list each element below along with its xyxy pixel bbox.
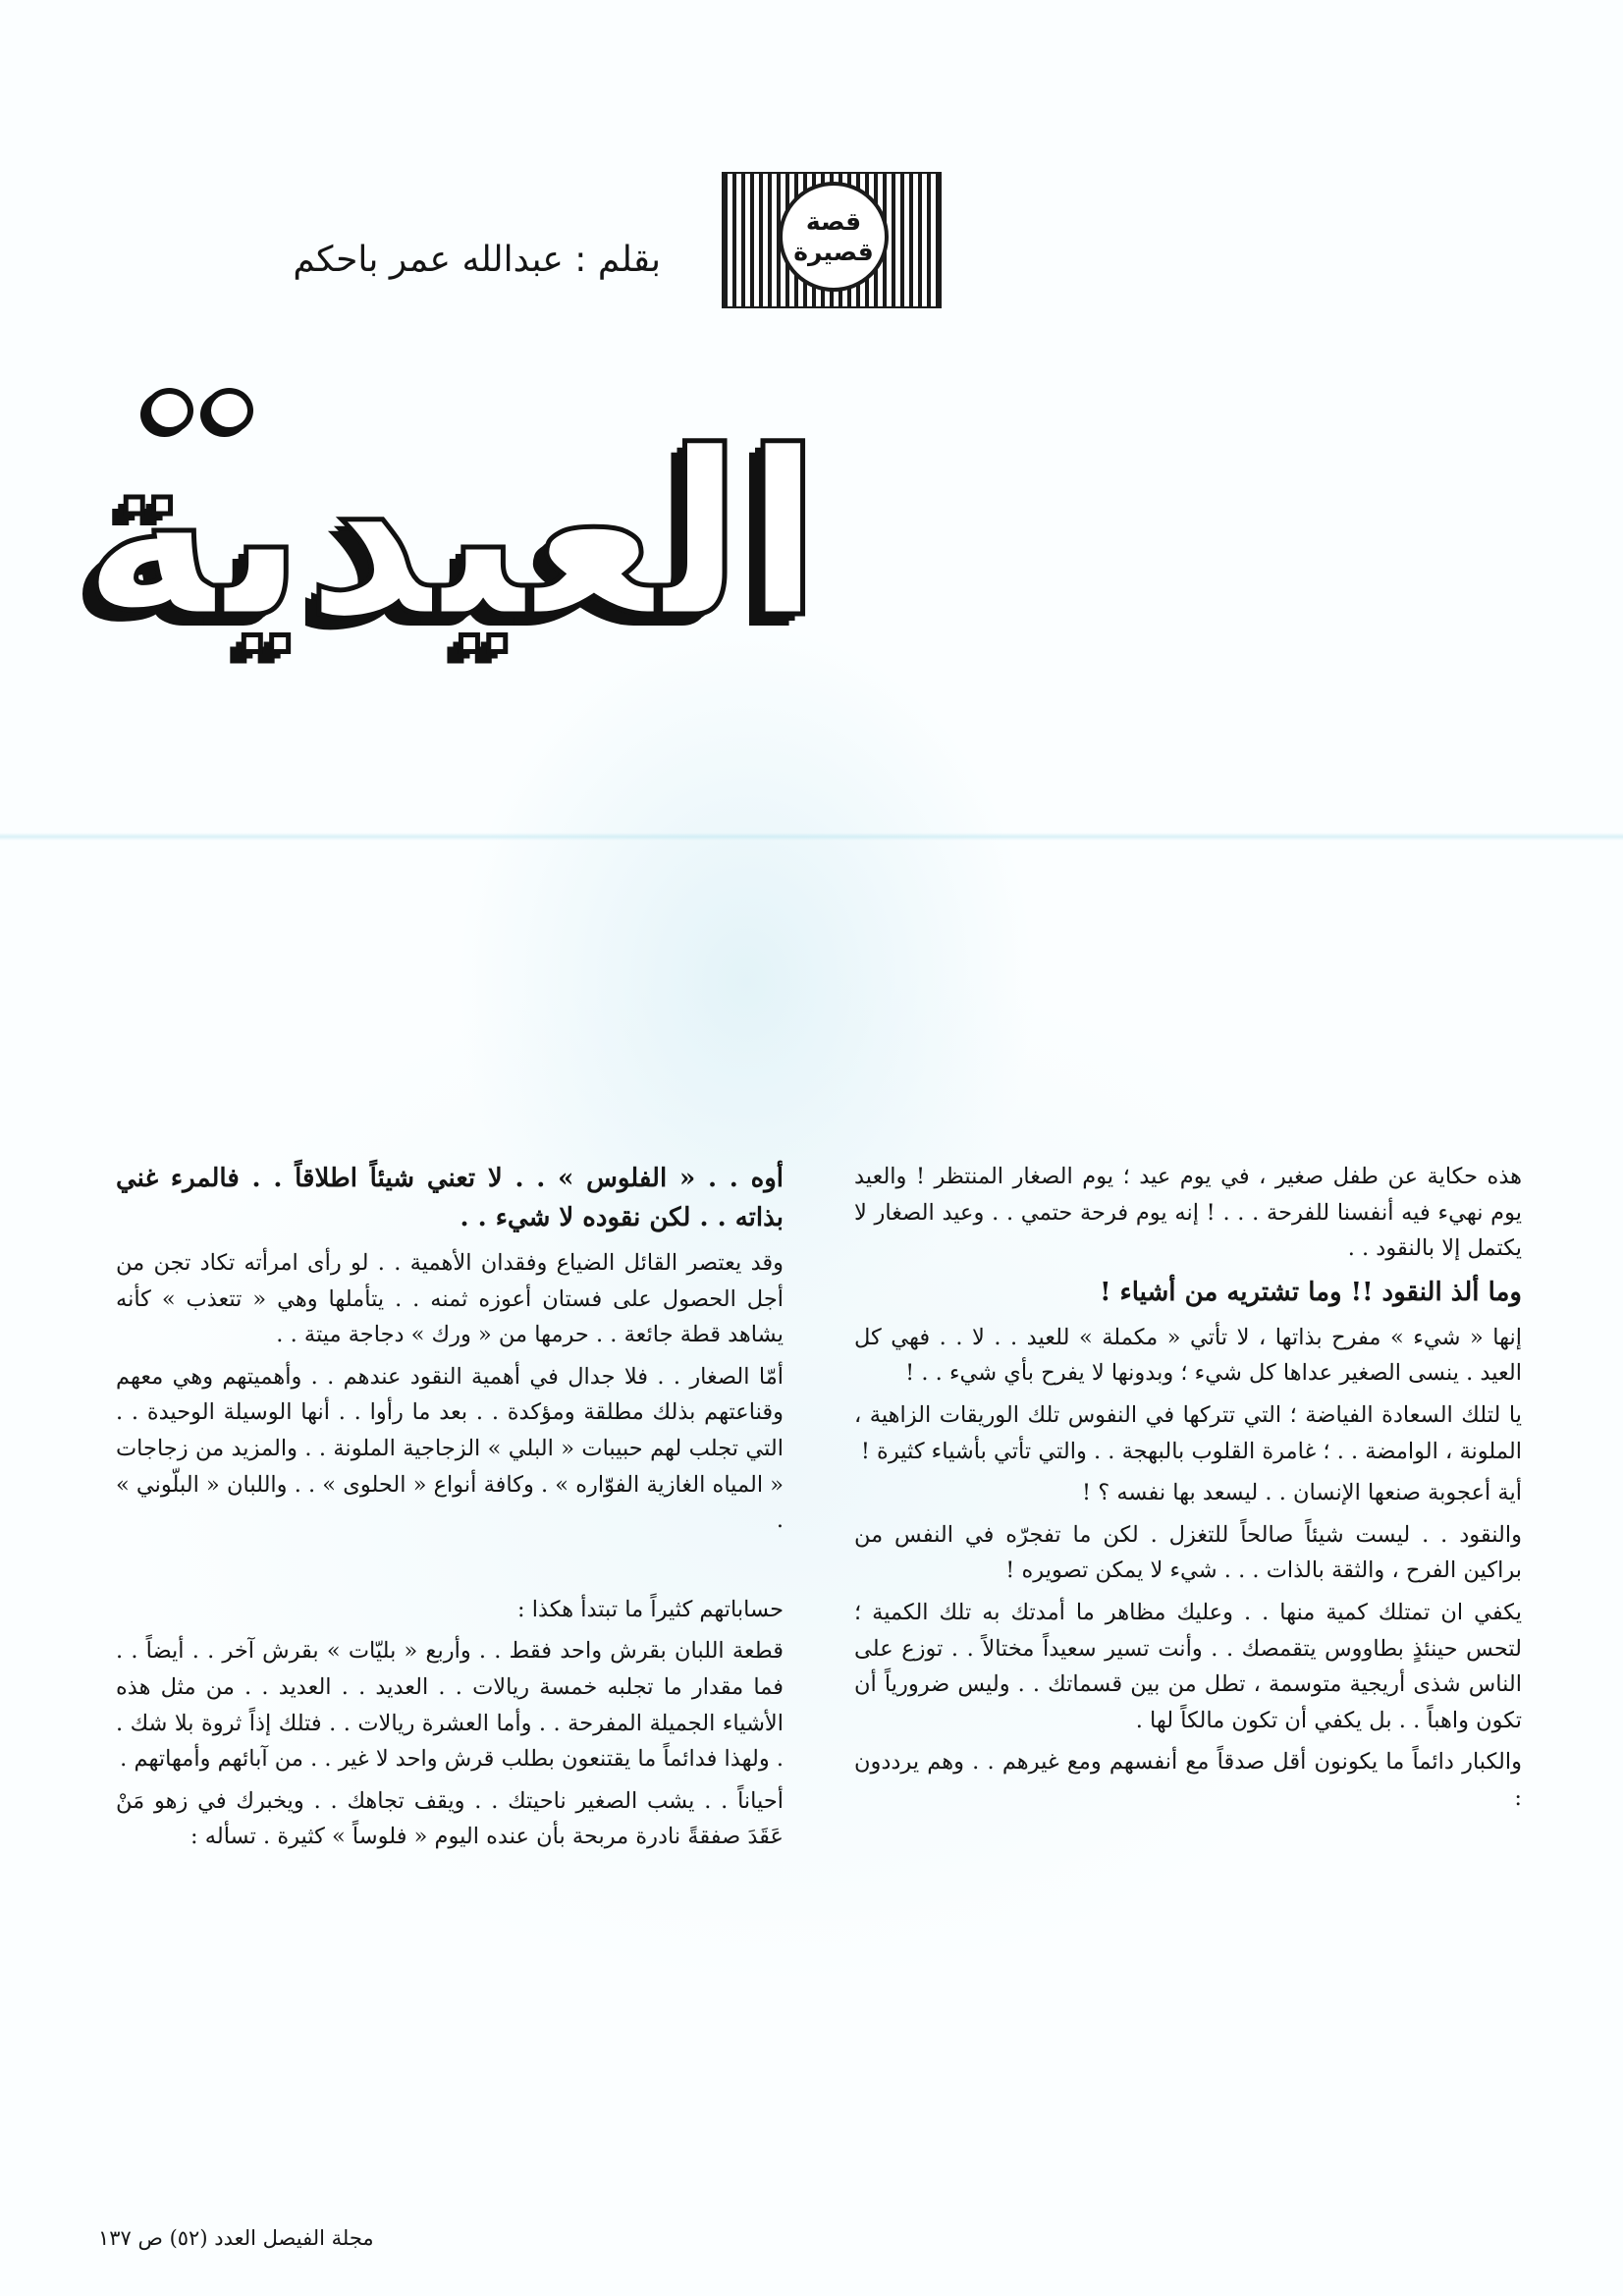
paragraph: وقد يعتصر القائل الضياع وفقدان الأهمية . . لو رأى امرأته تكاد تجن من أجل الحصول على فستان أعوزه ثمنه . . يتأملها وهي « تتعذب » كأنه يشاهد قطة جائعة . . حرمها من « ورك » دجاجة ميتة . . bbox=[116, 1250, 784, 1348]
subheading: أوه . . « الفلوس » . . لا تعني شيئاً اطلاقاً . . فالمرء غني بذاته . . لكن نقوده لا شيء . . bbox=[116, 1164, 784, 1232]
story-badge bbox=[722, 172, 942, 308]
left-column bbox=[116, 1159, 784, 1861]
paragraph: أية أعجوبة صنعها الإنسان . . ليسعد بها نفسه ؟ ! bbox=[1082, 1480, 1522, 1506]
paragraph: أحياناً . . يشب الصغير ناحيتك . . ويقف تجاهك . . ويخبرك في زهو مَنْ عَقَدَ صفقةً نادرة مربحة بأن عنده اليوم « فلوساً » كثيرة . تسأله : bbox=[116, 1787, 784, 1850]
paragraph: أمّا الصغار . . فلا جدال في أهمية النقود عندهم . . وأهميتهم وهي معهم وقناعتهم بذلك مطلقة ومؤكدة . . بعد ما رأوا . . أنها الوسيلة الوحيدة . . التي تجلب لهم حبيبات « البلي » الزجاجية الملونة . . والمزيد من زجاجات « المياه الغازية الفوّاره » . وكافة أنواع « الحلوى » . . واللبان « البلّوني » . bbox=[115, 1363, 784, 1534]
paragraph: قطعة اللبان بقرش واحد فقط . . وأربع « بليّات » بقرش آخر . . أيضاً . . فما مقدار ما تجلبه خمسة ريالات . . العديد . . العديد . . من مثل هذه الأشياء الجميلة المفرحة . . وأما العشرة ريالات . . فتلك إذاً ثروة بلا شك . . ولهذا فدائماً ما يقتنعون بطلب قرش واحد لا غير . . من آبائهم وأمهاتهم . bbox=[116, 1638, 784, 1773]
author-byline: بقلم : عبدالله عمر باحكم bbox=[293, 240, 661, 280]
paragraph: حساباتهم كثيراً ما تبتدأ هكذا : bbox=[516, 1596, 784, 1622]
paragraph: إنها « شيء » مفرح بذاتها ، لا تأتي « مكملة » للعيد . . لا . . فهي كل العيد . ينسى الصغير عداها كل شيء ؛ وبدونها لا يفرح بأي شيء . . ! bbox=[854, 1324, 1522, 1387]
page-footer: مجلة الفيصل العدد (٥٢) ص ١٣٧ bbox=[98, 2226, 374, 2250]
badge-line-2: قصيرة bbox=[793, 238, 874, 266]
right-column bbox=[854, 1159, 1522, 1823]
paragraph: يا لتلك السعادة الفياضة ؛ التي تتركها في النفوس تلك الوريقات الزاهية ، الملونة ، الوامضة . . ؛ غامرة القلوب بالبهجة . . والتي تأتي بأشياء كثيرة ! bbox=[854, 1401, 1522, 1464]
paragraph: يكفي ان تمتلك كمية منها . . وعليك مظاهر ما أمدتك به تلك الكمية ؛ لتحس حينئذٍ بطاووس يتقمصك . . وأنت تسير سعيداً مختالاً . . توزع على الناس شذى أريجية متوسمة ، تطل من بين قسماتك . . وليس ضرورياً أن تكون واهباً . . بل يكفي أن تكون مالكاً لها . bbox=[854, 1599, 1522, 1733]
scan-band bbox=[0, 833, 1623, 841]
paragraph: هذه حكاية عن طفل صغير ، في يوم عيد ؛ يوم الصغار المنتظر ! والعيد يوم نهيء فيه أنفسنا للفرحة . . . ! إنه يوم فرحة حتمي . . وعيد الصغار لا يكتمل إلا بالنقود . . bbox=[854, 1164, 1522, 1262]
paragraph: والنقود . . ليست شيئاً صالحاً للتغزل . لكن ما تفجرّه في النفس من براكين الفرح ، والثقة بالذات . . . شيء لا يمكن تصويره ! bbox=[854, 1521, 1522, 1584]
subheading: وما ألذ النقود !! وما تشتريه من أشياء ! bbox=[1100, 1277, 1522, 1307]
story-title: العيدية bbox=[81, 403, 823, 668]
paragraph-gap bbox=[116, 1545, 784, 1592]
badge-circle bbox=[779, 182, 889, 292]
badge-line-1: قصة bbox=[805, 207, 862, 236]
paragraph: والكبار دائماً ما يكونون أقل صدقاً مع أنفسهم ومع غيرهم . . وهم يرددون : bbox=[854, 1749, 1522, 1811]
